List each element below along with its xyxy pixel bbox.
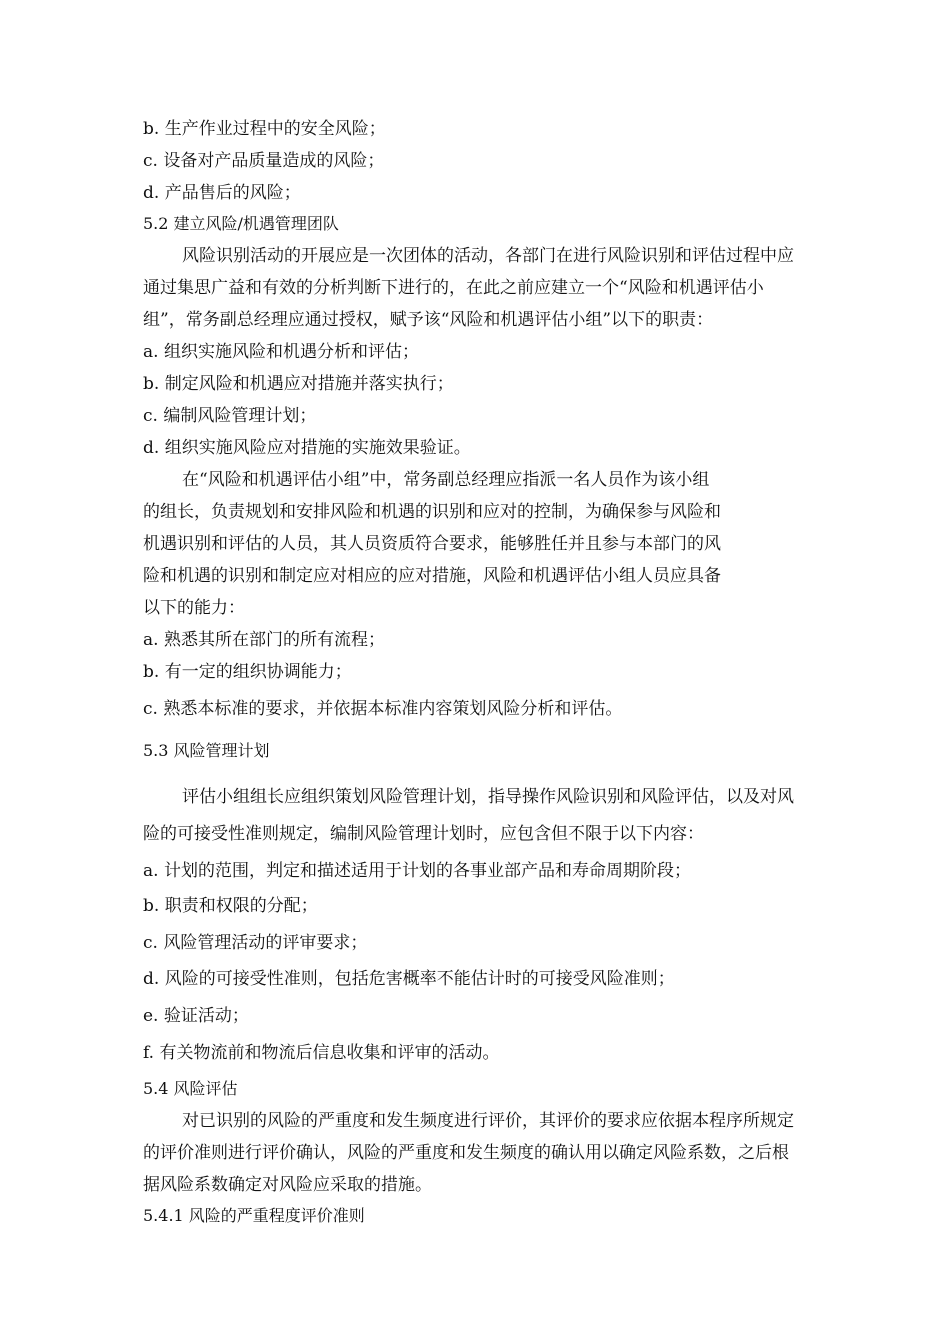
paragraph-line: 据风险系数确定对风险应采取的措施。 [143, 1175, 432, 1195]
list-item: c. 风险管理活动的评审要求； [143, 933, 368, 953]
paragraph-line: 风险识别活动的开展应是一次团体的活动，各部门在进行风险识别和评估过程中应 [182, 246, 794, 266]
paragraph-line: 在“风险和机遇评估小组”中，常务副总经理应指派一名人员作为该小组 [182, 470, 710, 490]
list-item: b. 制定风险和机遇应对措施并落实执行； [143, 374, 454, 394]
paragraph-line: 评估小组组长应组织策划风险管理计划，指导操作风险识别和风险评估，以及对风 [182, 787, 794, 807]
list-item-b-safety-risk: b. 生产作业过程中的安全风险； [143, 119, 386, 139]
list-item: a. 组织实施风险和机遇分析和评估； [143, 342, 419, 362]
paragraph-line: 通过集思广益和有效的分析判断下进行的，在此之前应建立一个“风险和机遇评估小 [143, 278, 764, 298]
list-item-c-equipment-risk: c. 设备对产品质量造成的风险； [143, 151, 385, 171]
paragraph-line: 对已识别的风险的严重度和发生频度进行评价，其评价的要求应依据本程序所规定 [182, 1111, 794, 1131]
paragraph-line: 的评价准则进行评价确认，风险的严重度和发生频度的确认用以确定风险系数，之后根 [143, 1143, 789, 1163]
list-item: a. 熟悉其所在部门的所有流程； [143, 630, 385, 650]
list-item: a. 计划的范围，判定和描述适用于计划的各事业部产品和寿命周期阶段； [143, 861, 691, 881]
list-item: b. 有一定的组织协调能力； [143, 662, 352, 682]
list-item: e. 验证活动； [143, 1006, 249, 1026]
list-item: c. 熟悉本标准的要求，并依据本标准内容策划风险分析和评估。 [143, 699, 623, 719]
section-heading-5-2: 5.2 建立风险/机遇管理团队 [143, 214, 339, 233]
paragraph-line: 以下的能力： [143, 598, 245, 618]
section-heading-5-4-1: 5.4.1 风险的严重程度评价准则 [143, 1206, 365, 1225]
list-item: d. 风险的可接受性准则，包括危害概率不能估计时的可接受风险准则； [143, 969, 675, 989]
paragraph-line: 机遇识别和评估的人员，其人员资质符合要求，能够胜任并且参与本部门的风 [143, 534, 721, 554]
paragraph-line: 组”，常务副总经理应通过授权，赋予该“风险和机遇评估小组”以下的职责： [143, 310, 714, 330]
paragraph-line: 险和机遇的识别和制定应对相应的应对措施，风险和机遇评估小组人员应具备 [143, 566, 721, 586]
list-item: d. 组织实施风险应对措施的实施效果验证。 [143, 438, 471, 458]
list-item: b. 职责和权限的分配； [143, 896, 318, 916]
paragraph-line: 险的可接受性准则规定，编制风险管理计划时，应包含但不限于以下内容： [143, 824, 704, 844]
list-item: c. 编制风险管理计划； [143, 406, 317, 426]
list-item: f. 有关物流前和物流后信息收集和评审的活动。 [143, 1043, 500, 1063]
paragraph-line: 的组长，负责规划和安排风险和机遇的识别和应对的控制，为确保参与风险和 [143, 502, 721, 522]
section-heading-5-4: 5.4 风险评估 [143, 1079, 238, 1098]
list-item-d-aftersales-risk: d. 产品售后的风险； [143, 183, 301, 203]
section-heading-5-3: 5.3 风险管理计划 [143, 741, 270, 760]
